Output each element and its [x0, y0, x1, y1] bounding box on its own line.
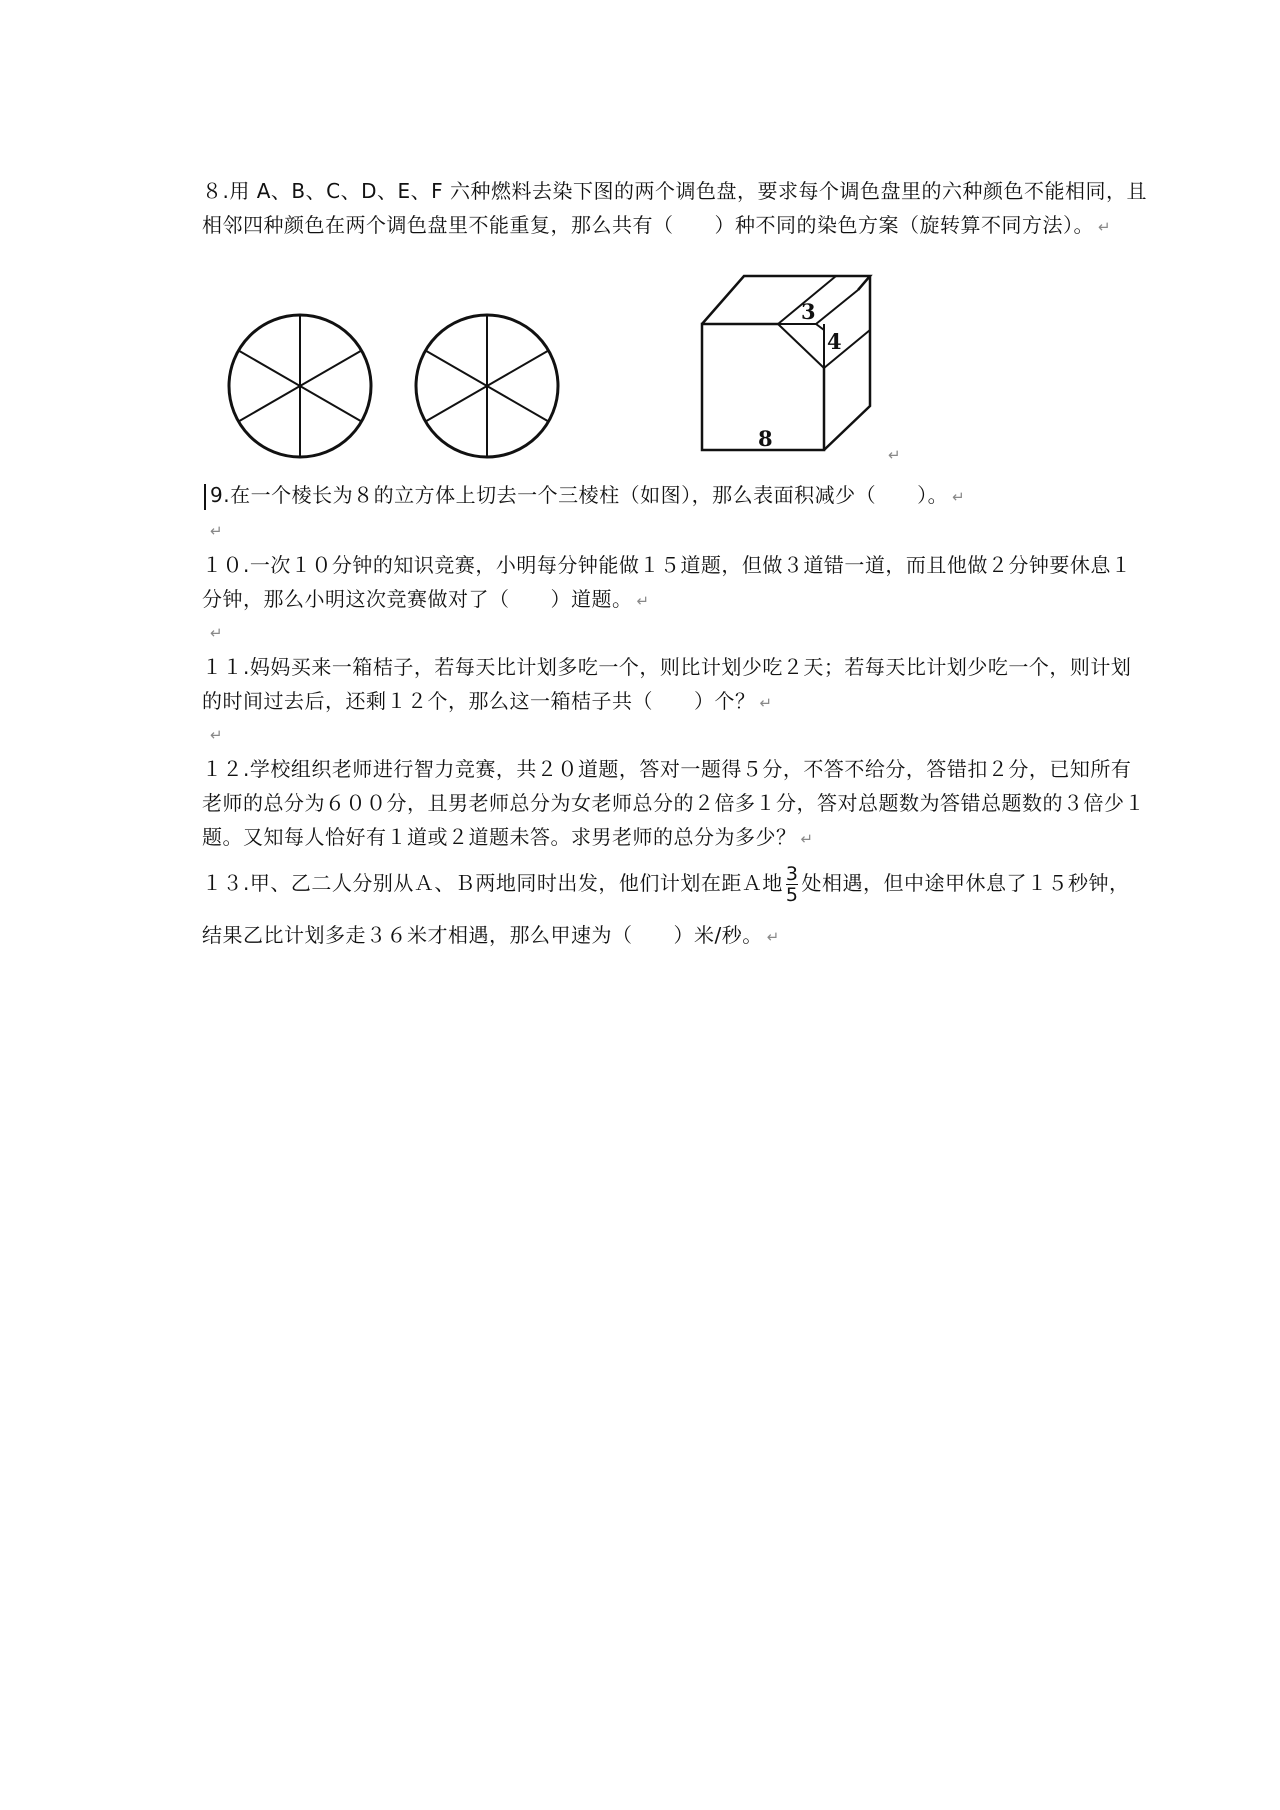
cube-label-4: 4 [827, 329, 842, 354]
paragraph-mark: ↵ [210, 522, 223, 540]
question-13-text-1b: 处相遇，但中途甲休息了１５秒钟， [801, 871, 1130, 895]
question-10-text-1: １０.一次１０分钟的知识竞赛，小明每分钟能做１５道题，但做３道错一道，而且他做２分钟要休息１ [202, 553, 1132, 577]
question-8-text-2: 相邻四种颜色在两个调色盘里不能重复，那么共有（ ）种不同的染色方案（旋转算不同方法）。 [202, 213, 1094, 237]
question-13-line-1 [202, 864, 1242, 905]
question-8-text-1: ８.用 A、B、C、D、E、F 六种燃料去染下图的两个调色盘，要求每个调色盘里的六种颜色不能相同，且 [202, 179, 1147, 203]
question-9-line [204, 478, 1244, 514]
cut-line-diagonal [778, 324, 824, 368]
question-12-text-1: １２.学校组织老师进行智力竞赛，共２０道题，答对一题得５分，不答不给分，答错扣２分，已知所有 [202, 757, 1132, 781]
question-10-line-2 [202, 582, 1242, 618]
cut-line-back [816, 290, 858, 324]
fraction-numerator: 3 [785, 863, 799, 885]
paragraph-mark: ↵ [636, 592, 650, 610]
cube-label-8: 8 [758, 426, 773, 451]
question-11-text-2: 的时间过去后，还剩１２个，那么这一箱桔子共（ ）个？ [202, 689, 756, 713]
question-12-line-2 [202, 786, 1242, 820]
palette-wheel-right [416, 315, 558, 457]
paragraph-mark: ↵ [759, 694, 773, 712]
fraction-denominator: 5 [785, 884, 799, 906]
text-cursor [204, 484, 206, 510]
question-10-text-2: 分钟，那么小明这次竞赛做对了（ ）道题。 [202, 587, 633, 611]
cube-figure [702, 276, 870, 451]
question-9-text: 9.在一个棱长为８的立方体上切去一个三棱柱（如图），那么表面积减少（ ）。 [210, 483, 949, 507]
question-10-line-1 [202, 548, 1242, 582]
question-13-text-2: 结果乙比计划多走３６米才相遇，那么甲速为（ ）米/秒。 [202, 923, 763, 947]
paragraph-mark: ↵ [800, 830, 814, 848]
question-13-text-1a: １３.甲、乙二人分别从Ａ、Ｂ两地同时出发，他们计划在距Ａ地 [202, 871, 783, 895]
question-12-text-3: 题。又知每人恰好有１道或２道题未答。求男老师的总分为多少？ [202, 825, 797, 849]
question-12-line-1 [202, 752, 1242, 786]
paragraph-mark: ↵ [952, 488, 966, 506]
cut-line-edge [816, 324, 824, 330]
fraction-three-fifths [786, 864, 799, 905]
question-11-line-2 [202, 684, 1242, 720]
palette-wheel-left [229, 315, 371, 457]
question-12-line-3 [202, 820, 1242, 856]
paragraph-mark: ↵ [888, 446, 901, 464]
paragraph-mark: ↵ [766, 928, 780, 946]
paragraph-mark: ↵ [210, 624, 223, 642]
question-13-line-2 [202, 918, 1242, 954]
question-11-text-1: １１.妈妈买来一箱桔子，若每天比计划多吃一个，则比计划少吃２天；若每天比计划少吃一个，则计划 [202, 655, 1132, 679]
question-11-line-1 [202, 650, 1242, 684]
cube-label-3: 3 [801, 299, 816, 324]
question-12-text-2: 老师的总分为６００分，且男老师总分为女老师总分的２倍多１分，答对总题数为答错总题数的３倍少１ [202, 791, 1145, 815]
figure-area [0, 0, 1280, 480]
paragraph-mark: ↵ [210, 726, 223, 744]
paragraph-mark: ↵ [1098, 218, 1112, 236]
